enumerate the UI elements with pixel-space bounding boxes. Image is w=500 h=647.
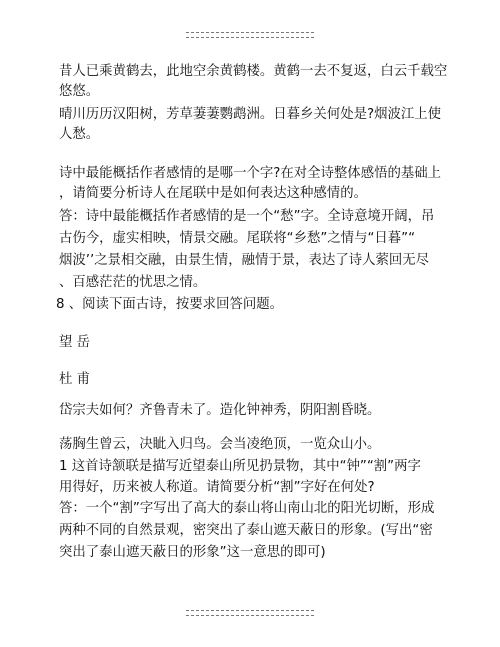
poem2-verse: 岱宗夫如何？齐鲁青未了。造化钟神秀，阴阳割昏晓。 <box>59 403 381 418</box>
answer-text: 答：诗中最能概括作者感情的是一个“愁”字。全诗意境开阔，吊 <box>59 209 435 224</box>
poem1-line: 昔人已乘黄鹤去，此地空余黄鹤楼。黄鹤一去不复返，白云千载空 <box>59 64 448 79</box>
question-text: 1 这首诗颔联是描写近望泰山所见扔景物，其中“钟”“割”两字 <box>59 459 421 474</box>
question-text: 诗中最能概括作者感情的是哪一个字?在对全诗整体感悟的基础上 <box>59 166 442 181</box>
answer-text: 古伤今，虚实相映，情景交融。尾联将“乡愁”之情与“日暮”“ <box>59 231 416 246</box>
section-instruction: 8 、阅读下面古诗，按要求回答问题。 <box>56 297 284 312</box>
poem1-line: 晴川历历汉阳树，芳草萋萋鹦鹉洲。日暮乡关何处是?烟波江上使 <box>59 107 442 122</box>
poem1-line: 悠悠。 <box>59 84 100 99</box>
answer-text: 两种不同的自然景观，密突出了泰山遮天蔽日的形象。(写出“密 <box>59 523 433 538</box>
answer-text: 答：一个“割”字写出了高大的泰山将山南山北的阳光切断，形成 <box>59 501 435 516</box>
footer-rule <box>186 610 314 616</box>
poem1-line: 人愁。 <box>59 127 100 142</box>
poem-author: 杜 甫 <box>59 372 91 387</box>
poem2-verse: 荡胸生曾云，决眦入归鸟。会当凌绝顶，一览众山小。 <box>59 437 381 452</box>
question-text: ，请简要分析诗人在尾联中是如何表达这种感情的。 <box>59 186 367 201</box>
answer-text: 、百感茫茫的忧思之情。 <box>59 275 207 290</box>
question-text: 用得好，历来被人称道。请简要分析“割”字好在何处? <box>59 480 375 495</box>
answer-text: 突出了泰山遮天蔽日的形象”这一意思的即可) <box>59 545 326 560</box>
header-rule <box>186 32 314 38</box>
answer-text: 烟波’’之景相交融，由景生情，融情于景，表达了诗人萦回无尽 <box>59 253 430 268</box>
poem-title: 望 岳 <box>59 335 91 350</box>
